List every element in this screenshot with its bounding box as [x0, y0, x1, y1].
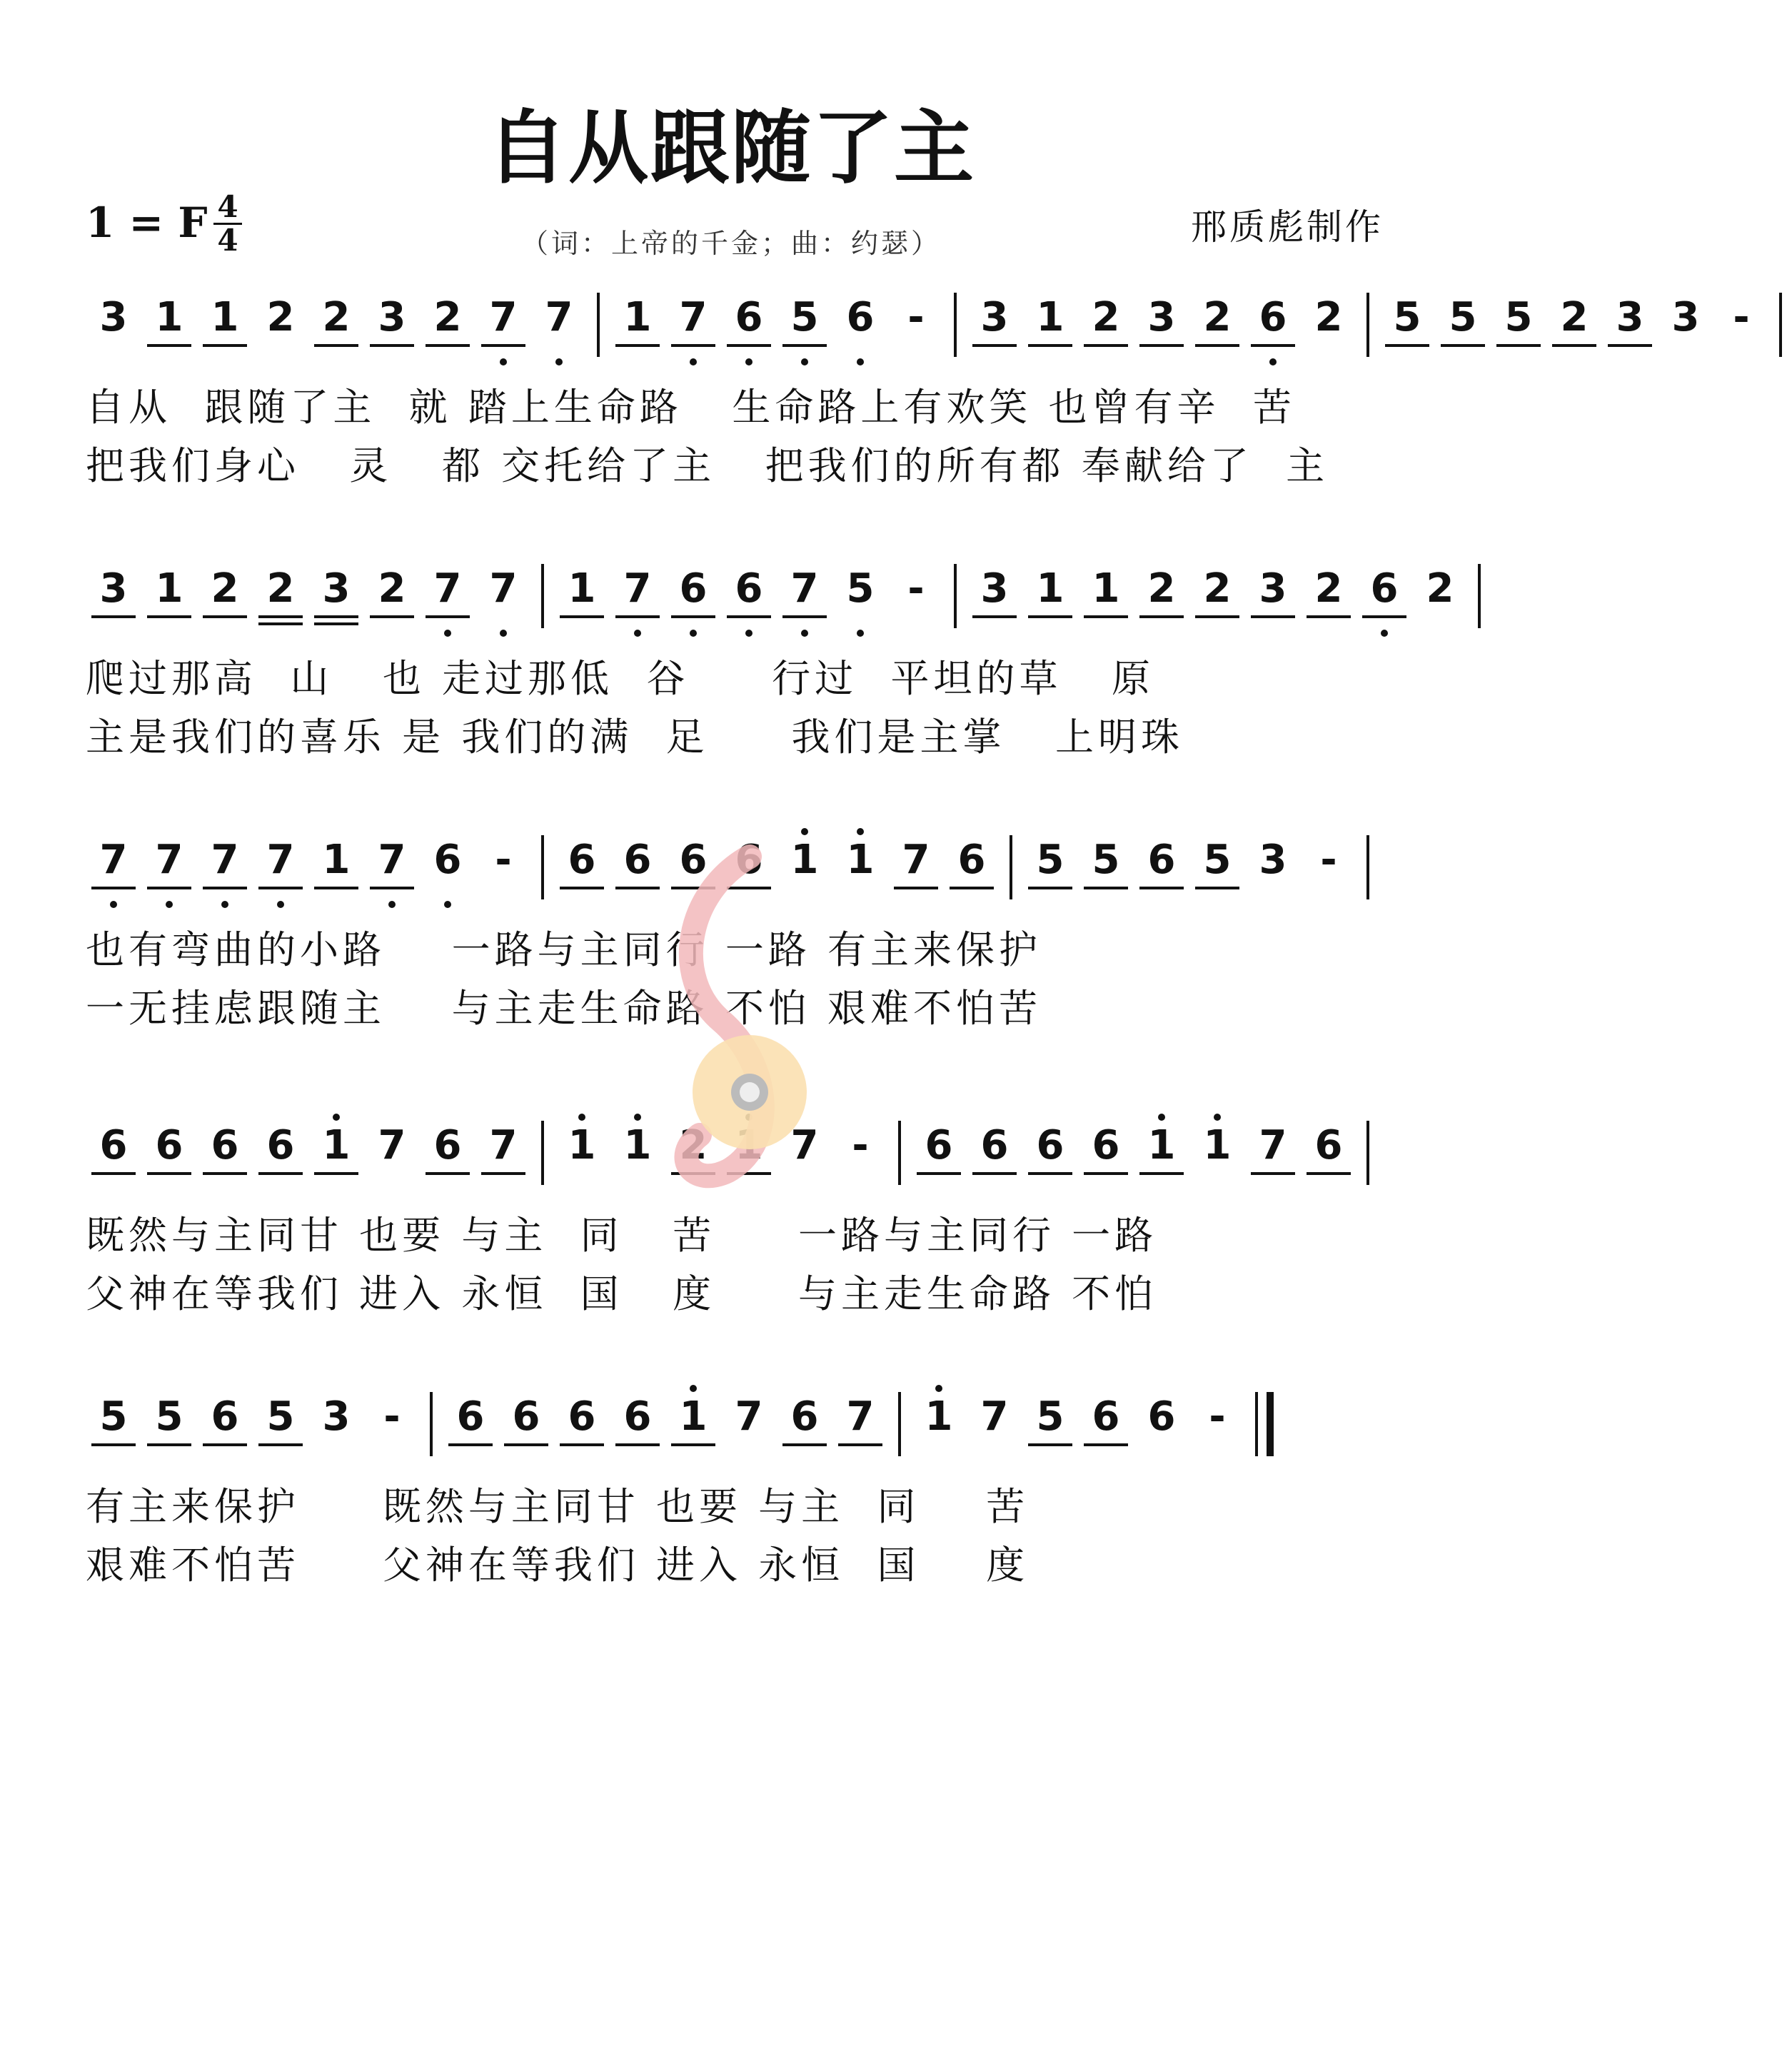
dash-note: - [495, 837, 512, 883]
lyric-line-1: 既然与主同甘 也要 与主 同 苦 一路与主同行 一路 [86, 1213, 1158, 1258]
time-sig-top: 4 [217, 189, 238, 224]
note: 6 [721, 293, 777, 371]
time-sig-bottom: 4 [217, 223, 238, 258]
note: 3 [364, 293, 420, 371]
note: 5 [1435, 293, 1491, 371]
dash-note: - [1209, 1393, 1226, 1440]
note: 6 [1245, 293, 1301, 371]
note: 6 [141, 1121, 197, 1199]
note: 6 [944, 835, 1000, 914]
note: 3 [967, 564, 1022, 642]
note: 6 [1022, 1121, 1078, 1199]
note: 7 [610, 564, 665, 642]
dash-note: - [907, 565, 925, 612]
note: 5 [86, 1392, 141, 1471]
dash-note: - [383, 1393, 401, 1440]
note: 1 [911, 1392, 967, 1471]
note: 1 [308, 1121, 364, 1199]
note: 6 [420, 835, 475, 914]
lyric-line-2: 一无挂虑跟随主 与主走生命路 不怕 艰难不怕苦 [86, 986, 1042, 1031]
note: 2 [1301, 564, 1356, 642]
barline [1478, 564, 1481, 628]
note: 3 [86, 564, 141, 642]
credits: （词：上帝的千金；曲：约瑟） [520, 228, 941, 259]
lyric-line-2: 把我们身心 灵 都 交托给了主 把我们的所有都 奉献给了 主 [86, 443, 1329, 488]
note: 2 [420, 293, 475, 371]
note: 6 [777, 1392, 832, 1471]
note: 7 [790, 1122, 819, 1169]
note: 1 [141, 293, 197, 371]
note: 6 [1134, 835, 1189, 914]
barline [954, 293, 957, 357]
staff-system-5 [0, 1392, 1462, 1620]
note: 2 [1189, 564, 1245, 642]
note: 5 [1022, 835, 1078, 914]
note: 3 [308, 564, 364, 642]
note: 5 [253, 1392, 308, 1471]
barline [1366, 1121, 1369, 1185]
note: 2 [1546, 293, 1602, 371]
note: 1 [1189, 1121, 1245, 1199]
note: 7 [980, 1393, 1009, 1440]
note: 6 [197, 1121, 253, 1199]
note: 1 [554, 1121, 610, 1199]
barline [541, 1121, 544, 1185]
note: 1 [610, 1121, 665, 1199]
note: 6 [721, 564, 777, 642]
note: 2 [308, 293, 364, 371]
note: 1 [1022, 293, 1078, 371]
barline [898, 1121, 901, 1185]
note: 6 [498, 1392, 554, 1471]
note: 5 [1078, 835, 1134, 914]
note: 6 [610, 835, 665, 914]
barline [954, 564, 957, 628]
lyric-line-2: 主是我们的喜乐 是 我们的满 足 我们是主掌 上明珠 [86, 715, 1184, 760]
note: 1 [610, 293, 665, 371]
note: 6 [197, 1392, 253, 1471]
note: 2 [1189, 293, 1245, 371]
note: 2 [1426, 565, 1454, 612]
key-signature: 1 = F [86, 198, 208, 247]
note: 7 [888, 835, 944, 914]
note: 5 [1189, 835, 1245, 914]
note: 2 [266, 294, 295, 341]
note: 5 [141, 1392, 197, 1471]
note: 1 [308, 835, 364, 914]
note: 7 [197, 835, 253, 914]
note: 5 [777, 293, 832, 371]
final-barline [1255, 1392, 1268, 1456]
note: 2 [1078, 293, 1134, 371]
note: 7 [86, 835, 141, 914]
note: 2 [364, 564, 420, 642]
note: 7 [141, 835, 197, 914]
note: 5 [1491, 293, 1546, 371]
note: 7 [832, 1392, 888, 1471]
note: 6 [86, 1121, 141, 1199]
barline [898, 1392, 901, 1456]
note: 7 [475, 564, 531, 642]
arranger: 邢质彪制作 [1191, 206, 1384, 248]
note: 3 [1259, 837, 1287, 883]
notes-row [86, 564, 1491, 642]
note: 6 [1147, 1393, 1176, 1440]
note: 6 [665, 564, 721, 642]
note: 7 [253, 835, 308, 914]
note: 1 [1134, 1121, 1189, 1199]
dash-note: - [852, 1122, 869, 1169]
note: 6 [967, 1121, 1022, 1199]
note: 6 [1356, 564, 1412, 642]
note: 6 [554, 835, 610, 914]
note: 1 [832, 835, 888, 914]
treble-clef-cd-watermark [643, 835, 828, 1206]
barline [430, 1392, 433, 1456]
note: 5 [1379, 293, 1435, 371]
dash-note: - [1320, 837, 1337, 883]
staff-system-2 [0, 564, 1462, 792]
song-title: 自从跟随了主 [487, 101, 975, 195]
lyric-line-2: 父神在等我们 进入 永恒 国 度 与主走生命路 不怕 [86, 1271, 1158, 1316]
note: 5 [832, 564, 888, 642]
barline [1366, 293, 1369, 357]
note: 6 [253, 1121, 308, 1199]
barline [597, 293, 600, 357]
note: 6 [1078, 1392, 1134, 1471]
note: 1 [1078, 564, 1134, 642]
staff-system-1 [0, 293, 1750, 521]
note: 3 [322, 1393, 351, 1440]
note: 6 [1078, 1121, 1134, 1199]
note: 6 [443, 1392, 498, 1471]
barline [1010, 835, 1012, 899]
note: 6 [721, 835, 777, 914]
dash-note: - [1733, 294, 1750, 341]
note: 7 [777, 564, 832, 642]
notes-row [86, 1392, 1278, 1471]
note: 1 [1022, 564, 1078, 642]
barline [1366, 835, 1369, 899]
lyric-line-1: 有主来保护 既然与主同甘 也要 与主 同 苦 [86, 1484, 1030, 1529]
note: 7 [475, 293, 531, 371]
note: 6 [1301, 1121, 1356, 1199]
note: 1 [665, 1392, 721, 1471]
note: 5 [1022, 1392, 1078, 1471]
note: 1 [777, 835, 832, 914]
barline [541, 564, 544, 628]
note: 3 [1671, 294, 1700, 341]
note: 7 [475, 1121, 531, 1199]
note: 6 [911, 1121, 967, 1199]
lyric-line-1: 也有弯曲的小路 一路与主同行 一路 有主来保护 [86, 927, 1042, 972]
note: 7 [531, 293, 587, 371]
lyric-line-2: 艰难不怕苦 父神在等我们 进入 永恒 国 度 [86, 1543, 1030, 1588]
note: 6 [665, 835, 721, 914]
note: 2 [1134, 564, 1189, 642]
note: 6 [554, 1392, 610, 1471]
lyric-line-1: 自从 跟随了主 就 踏上生命路 生命路上有欢笑 也曾有辛 苦 [86, 385, 1296, 430]
barline [541, 835, 544, 899]
note: 2 [665, 1121, 721, 1199]
note: 6 [832, 293, 888, 371]
note: 7 [378, 1122, 406, 1169]
note: 7 [364, 835, 420, 914]
note: 2 [253, 564, 308, 642]
notes-row [86, 293, 1792, 371]
note: 1 [197, 293, 253, 371]
note: 7 [420, 564, 475, 642]
note: 7 [1245, 1121, 1301, 1199]
barline [1779, 293, 1782, 357]
dash-note: - [907, 294, 925, 341]
note: 3 [1602, 293, 1658, 371]
note: 2 [1314, 294, 1343, 341]
note: 6 [610, 1392, 665, 1471]
note: 2 [197, 564, 253, 642]
note: 3 [99, 294, 128, 341]
note: 7 [665, 293, 721, 371]
note: 3 [1134, 293, 1189, 371]
note: 3 [967, 293, 1022, 371]
note: 1 [141, 564, 197, 642]
note: 3 [1245, 564, 1301, 642]
note: 7 [735, 1393, 763, 1440]
note: 6 [420, 1121, 475, 1199]
note: 1 [554, 564, 610, 642]
lyric-line-1: 爬过那高 山 也 走过那低 谷 行过 平坦的草 原 [86, 656, 1154, 701]
